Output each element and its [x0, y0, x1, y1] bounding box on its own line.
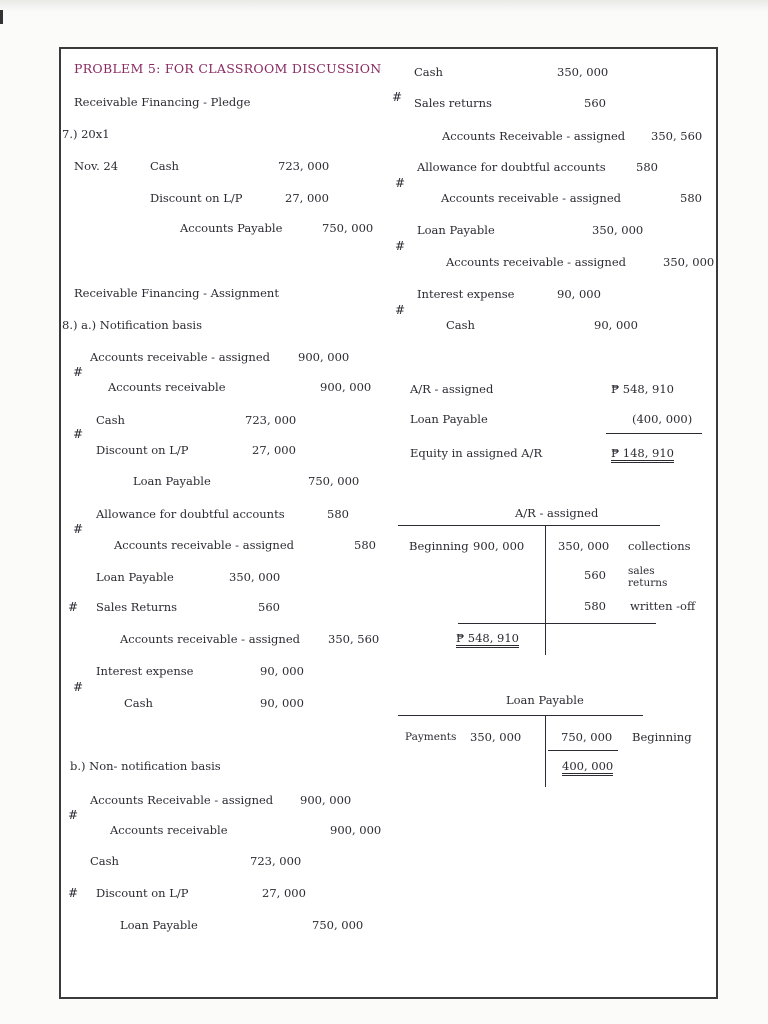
debit-amount: 27, 000 — [262, 886, 306, 900]
account-name: Accounts receivable - assigned — [120, 632, 300, 646]
credit-amount: 750, 000 — [308, 474, 360, 488]
t-credit-label: sales returns — [628, 565, 668, 589]
hash-mark: # — [395, 239, 406, 253]
item-b: b.) Non- notification basis — [70, 759, 221, 773]
hash-mark: # — [73, 427, 84, 441]
scan-edge — [0, 0, 768, 12]
account-name: Accounts receivable — [110, 823, 228, 837]
debit-amount: 580 — [636, 160, 658, 174]
debit-amount: 350, 000 — [229, 570, 281, 584]
hash-mark: # — [73, 680, 84, 694]
account-name: Loan Payable — [120, 918, 198, 932]
hash-mark: # — [73, 365, 84, 379]
account-name: Loan Payable — [417, 223, 495, 237]
t-account-divider — [545, 715, 546, 787]
account-name: Cash — [96, 413, 125, 427]
account-name: Allowance for doubtful accounts — [96, 507, 285, 521]
t-account-title: Loan Payable — [506, 693, 584, 707]
t-credit-label: written -off — [630, 599, 696, 613]
account-name: Accounts receivable - assigned — [441, 191, 621, 205]
sum-rule — [606, 433, 702, 434]
account-name: Accounts receivable - assigned — [114, 538, 294, 552]
debit-amount: 900, 000 — [298, 350, 350, 364]
account-name: Discount on L/P — [96, 886, 189, 900]
debit-amount: 580 — [327, 507, 349, 521]
t-credit-amount: 750, 000 — [561, 730, 613, 744]
credit-amount: 580 — [680, 191, 702, 205]
t-payments-label: Payments — [405, 731, 457, 743]
account-name: Loan Payable — [96, 570, 174, 584]
debit-amount: 27, 000 — [252, 443, 296, 457]
debit-amount: 560 — [584, 96, 606, 110]
item-7: 7.) 20x1 — [62, 127, 110, 141]
summary-label: Equity in assigned A/R — [410, 446, 543, 460]
account-name: Accounts Receivable - assigned — [90, 793, 274, 807]
t-credit-amount: 560 — [584, 568, 606, 582]
t-account-balance-rule — [458, 623, 656, 624]
credit-amount: 350, 560 — [651, 129, 703, 143]
account-name: Cash — [414, 65, 443, 79]
t-beginning-label: Beginning — [632, 730, 692, 744]
worksheet — [59, 47, 718, 999]
credit-amount: 350, 000 — [663, 255, 715, 269]
debit-amount: 27, 000 — [285, 191, 329, 205]
account-name: Cash — [90, 854, 119, 868]
account-name: Accounts Receivable - assigned — [442, 129, 626, 143]
t-account-top-rule — [398, 525, 660, 526]
debit-amount: 90, 000 — [260, 664, 304, 678]
pledge-heading: Receivable Financing - Pledge — [74, 95, 251, 109]
scan-mark — [0, 10, 3, 24]
debit-amount: 350, 000 — [592, 223, 644, 237]
account-name: Cash — [124, 696, 153, 710]
hash-mark: # — [395, 303, 406, 317]
credit-amount: 900, 000 — [320, 380, 372, 394]
debit-amount: 350, 000 — [557, 65, 609, 79]
t-account-top-rule — [398, 715, 643, 716]
hash-mark: # — [395, 176, 406, 190]
t-account-title: A/R - assigned — [515, 506, 599, 520]
debit-amount: 900, 000 — [300, 793, 352, 807]
t-credit-amount: 580 — [584, 599, 606, 613]
summary-label: A/R - assigned — [410, 382, 494, 396]
account-name: Discount on L/P — [96, 443, 189, 457]
t-credit-label: collections — [628, 539, 691, 553]
debit-amount: 90, 000 — [557, 287, 601, 301]
t-balance: 400, 000 — [562, 759, 613, 776]
account-name: Allowance for doubtful accounts — [417, 160, 606, 174]
account-name: Interest expense — [417, 287, 515, 301]
hash-mark: # — [392, 90, 403, 104]
t-beginning-label: Beginning — [409, 539, 469, 553]
hash-mark: # — [68, 600, 79, 614]
t-account-balance-rule — [548, 750, 618, 751]
credit-amount: 350, 560 — [328, 632, 380, 646]
t-account-divider — [545, 525, 546, 655]
assignment-heading: Receivable Financing - Assignment — [74, 286, 279, 300]
credit-amount: 900, 000 — [330, 823, 382, 837]
account-name: Accounts receivable - assigned — [90, 350, 270, 364]
hash-mark: # — [73, 522, 84, 536]
t-debit-amount: 350, 000 — [470, 730, 522, 744]
debit-amount: 560 — [258, 600, 280, 614]
account-name: Interest expense — [96, 664, 194, 678]
item-8: 8.) a.) Notification basis — [62, 318, 203, 332]
account-name: Accounts receivable - assigned — [446, 255, 626, 269]
credit-amount: 750, 000 — [322, 221, 374, 235]
t-credit-amount: 350, 000 — [558, 539, 610, 553]
credit-amount: 90, 000 — [260, 696, 304, 710]
summary-amount: (400, 000) — [632, 412, 693, 426]
account-name: Cash — [446, 318, 475, 332]
summary-total: ₱ 148, 910 — [611, 446, 674, 463]
account-name: Loan Payable — [133, 474, 211, 488]
credit-amount: 750, 000 — [312, 918, 364, 932]
account-name: Discount on L/P — [150, 191, 243, 205]
account-name: Sales returns — [414, 96, 492, 110]
account-name: Accounts Payable — [180, 221, 283, 235]
hash-mark: # — [68, 808, 79, 822]
t-beginning-amount: 900, 000 — [473, 539, 525, 553]
account-name: Sales Returns — [96, 600, 178, 614]
credit-amount: 90, 000 — [594, 318, 638, 332]
t-balance: ₱ 548, 910 — [456, 631, 519, 648]
debit-amount: 723, 000 — [278, 159, 330, 173]
account-name: Accounts receivable — [108, 380, 226, 394]
hash-mark: # — [68, 886, 79, 900]
summary-label: Loan Payable — [410, 412, 488, 426]
credit-amount: 580 — [354, 538, 376, 552]
debit-amount: 723, 000 — [250, 854, 302, 868]
page-title: PROBLEM 5: FOR CLASSROOM DISCUSSION — [74, 61, 382, 76]
summary-amount: ₱ 548, 910 — [611, 382, 674, 396]
entry-date: Nov. 24 — [74, 159, 119, 173]
debit-amount: 723, 000 — [245, 413, 297, 427]
account-name: Cash — [150, 159, 179, 173]
